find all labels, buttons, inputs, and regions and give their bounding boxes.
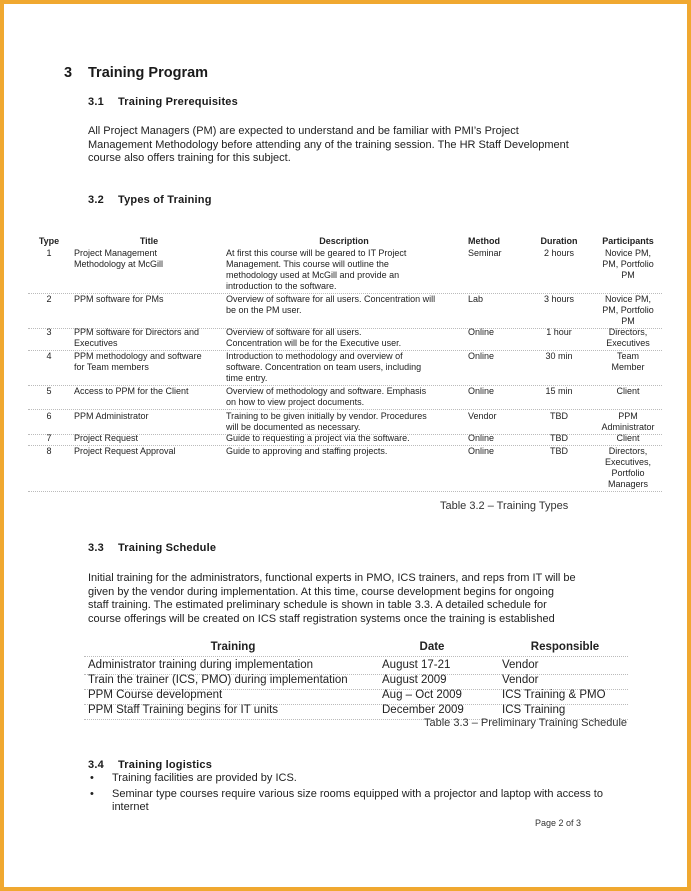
cell-description-line: At first this course will be geared to IT Project (226, 248, 407, 258)
cell-participants-line: Novice PM, (604, 294, 651, 304)
cell-participants (594, 411, 662, 433)
cell-participants-line: PM, Portfolio (602, 305, 654, 315)
cell-description-line: Overview of methodology and software. Emphasis (226, 386, 427, 396)
cell-description-line: Concentration will be for the Executive user. (226, 338, 402, 348)
logistics-heading (88, 759, 212, 771)
cell-description (226, 411, 462, 433)
schedule-cell-responsible: Vendor (502, 674, 539, 686)
types-title: Types of Training (118, 194, 212, 206)
cell-type: 6 (46, 411, 52, 421)
types-heading (88, 194, 212, 206)
table-row (28, 433, 662, 446)
bullet-icon: • (90, 787, 94, 800)
cell-description-line: Training to be given initially by vendor. Procedures (226, 411, 427, 421)
types-caption: Table 3.2 – Training Types (440, 500, 569, 512)
paragraph-line: staff training. The estimated preliminary schedule is shown in table 3.3. A detailed schedule for (88, 599, 547, 611)
table-header-participants: Participants (602, 236, 654, 246)
cell-method: Online (468, 386, 495, 396)
cell-duration: 2 hours (543, 248, 575, 258)
cell-description-line: on how to view project documents. (226, 397, 365, 407)
section-heading (64, 65, 208, 81)
cell-participants (594, 327, 662, 349)
cell-participants-line: Client (616, 433, 640, 443)
schedule-header-date: Date (419, 641, 445, 653)
cell-participants-line: Directors, (608, 446, 648, 456)
page-number: Page 2 of 3 (535, 818, 582, 828)
cell-type: 2 (46, 294, 52, 304)
cell-description-line: introduction to the software. (226, 281, 337, 291)
cell-description-line: Management. This course will outline the (226, 259, 389, 269)
table-row (28, 411, 662, 435)
cell-participants-line: PM (621, 316, 635, 326)
cell-method: Lab (468, 294, 484, 304)
prereq-title: Training Prerequisites (118, 96, 238, 108)
cell-participants-line: PM, Portfolio (602, 259, 654, 269)
cell-description-line: Guide to approving and staffing projects. (226, 446, 388, 456)
cell-participants-line: PM (621, 270, 635, 280)
prereq-number: 3.1 (88, 96, 104, 108)
cell-participants-line: Executives, (604, 457, 652, 467)
prereq-heading (88, 96, 238, 108)
cell-title-line: PPM methodology and software (74, 351, 202, 361)
cell-participants (594, 351, 662, 373)
cell-description-line: Introduction to methodology and overview of (226, 351, 403, 361)
cell-description-line: Overview of software for all users. Concentration will (226, 294, 436, 304)
cell-title-line: Executives (74, 338, 118, 348)
cell-description-line: Overview of software for all users. (226, 327, 362, 337)
schedule-cell-training: PPM Staff Training begins for IT units (88, 704, 279, 716)
table-header-title: Title (139, 236, 159, 246)
cell-description (226, 327, 462, 349)
schedule-cell-date: August 17-21 (382, 659, 451, 671)
cell-title (74, 294, 224, 305)
cell-participants-line: Portfolio (611, 468, 645, 478)
cell-duration: 30 min (545, 351, 573, 361)
cell-description (226, 248, 462, 292)
logistics-title: Training logistics (118, 759, 213, 771)
schedule-row (84, 689, 628, 705)
types-number: 3.2 (88, 194, 104, 206)
cell-duration: TBD (550, 411, 568, 421)
schedule-header-training: Training (210, 641, 256, 653)
bullet-item (88, 772, 612, 786)
cell-type: 3 (46, 327, 52, 337)
cell-title-line: Project Request Approval (74, 446, 176, 456)
cell-participants-line: Directors, (608, 327, 648, 337)
cell-duration: 1 hour (546, 327, 572, 337)
cell-title (74, 327, 224, 349)
bullet-text: Seminar type courses require various size rooms equipped with a projector and laptop with access to internet (112, 787, 603, 813)
cell-method: Online (468, 327, 495, 337)
cell-description-line: software. Concentration on team users, including (226, 362, 422, 372)
cell-description (226, 386, 462, 408)
cell-title-line: Methodology at McGill (74, 259, 164, 269)
cell-duration: TBD (550, 433, 568, 443)
cell-participants (594, 294, 662, 327)
logistics-number: 3.4 (88, 759, 104, 771)
cell-title-line: Project Management (74, 248, 158, 258)
cell-type: 7 (46, 433, 52, 443)
schedule-cell-date: August 2009 (382, 674, 447, 686)
schedule-header-responsible: Responsible (530, 641, 600, 653)
section-title: Training Program (88, 65, 209, 81)
cell-title-line: for Team members (74, 362, 149, 372)
cell-description-line: be on the PM user. (226, 305, 302, 315)
schedule-row (84, 659, 628, 675)
paragraph-line: given by the vendor during implementation. At this time, course development begins for ongoing (88, 585, 554, 598)
table-header-description: Description (319, 236, 369, 246)
section-number: 3 (64, 65, 73, 81)
bullet-icon: • (90, 772, 94, 784)
schedule-number: 3.3 (88, 542, 104, 554)
document-page (4, 4, 687, 887)
paragraph-line: course also offers training for this subject. (88, 152, 291, 164)
table-row (28, 351, 662, 386)
schedule-cell-training: Train the trainer (ICS, PMO) during implementation (88, 674, 348, 686)
schedule-header-row (84, 641, 628, 657)
cell-type: 1 (46, 248, 52, 258)
cell-title (74, 386, 224, 397)
table-header-type: Type (38, 236, 60, 246)
logistics-bullet-list (88, 772, 612, 817)
cell-title (74, 248, 224, 270)
cell-method: Online (468, 446, 495, 456)
cell-description (226, 446, 462, 457)
cell-participants-line: Member (611, 362, 645, 372)
schedule-cell-responsible: ICS Training & PMO (502, 689, 606, 701)
cell-participants-line: PPM (618, 411, 638, 421)
table-row (28, 248, 662, 294)
cell-duration: TBD (550, 446, 568, 456)
cell-title (74, 433, 224, 444)
schedule-cell-date: Aug – Oct 2009 (382, 689, 462, 701)
table-row (28, 327, 662, 351)
cell-title (74, 411, 224, 422)
prereq-paragraph (88, 125, 569, 166)
cell-duration: 15 min (545, 386, 573, 396)
cell-title (74, 351, 224, 373)
table-header-method: Method (468, 236, 500, 246)
schedule-caption: Table 3.3 – Preliminary Training Schedule (424, 717, 628, 729)
table-row (28, 386, 662, 410)
cell-type: 4 (46, 351, 52, 361)
schedule-cell-responsible: Vendor (502, 659, 539, 671)
schedule-cell-training: PPM Course development (88, 689, 223, 701)
cell-participants (594, 446, 662, 490)
cell-description-line: Guide to requesting a project via the software. (226, 433, 410, 443)
cell-title-line: PPM software for Directors and (74, 327, 200, 337)
cell-participants (594, 433, 662, 444)
schedule-title: Training Schedule (118, 542, 217, 554)
cell-title-line: Project Request (74, 433, 139, 443)
schedule-cell-date: December 2009 (382, 704, 464, 716)
paragraph-line: Management Methodology before attending any of the training session. The HR Staff Development (88, 138, 569, 151)
paragraph-line: course offerings will be created on ICS staff registration systems once the training is established (88, 612, 555, 625)
paragraph-line: All Project Managers (PM) are expected to understand and be familiar with PMI’s Project (88, 125, 519, 137)
cell-description-line: will be documented as necessary. (226, 422, 361, 432)
cell-participants-line: Administrator (601, 422, 655, 432)
cell-method: Online (468, 351, 495, 361)
cell-participants-line: Client (616, 386, 640, 396)
cell-type: 8 (46, 446, 52, 456)
cell-type: 5 (46, 386, 52, 396)
cell-participants-line: Novice PM, (604, 248, 651, 258)
cell-method: Online (468, 433, 495, 443)
schedule-cell-responsible: ICS Training (502, 704, 566, 716)
cell-method: Vendor (468, 411, 497, 421)
schedule-paragraph (88, 572, 576, 626)
bullet-item (88, 788, 612, 815)
table-header-duration: Duration (540, 236, 578, 246)
cell-title-line: PPM software for PMs (74, 294, 164, 304)
cell-method: Seminar (468, 248, 502, 258)
cell-description (226, 433, 462, 444)
schedule-cell-training: Administrator training during implementation (88, 659, 313, 671)
cell-description (226, 351, 462, 384)
paragraph-line: Initial training for the administrators, functional experts in PMO, ICS trainers, and reps from IT will be (88, 572, 576, 584)
schedule-heading (88, 542, 216, 554)
cell-participants (594, 386, 662, 397)
cell-participants-line: Team (616, 351, 639, 361)
cell-description-line: time entry. (226, 373, 268, 383)
bullet-text: Training facilities are provided by ICS. (112, 772, 297, 784)
cell-title-line: Access to PPM for the Client (74, 386, 189, 396)
cell-title-line: PPM Administrator (74, 411, 149, 421)
table-row (28, 446, 662, 492)
schedule-row (84, 674, 628, 690)
cell-duration: 3 hours (543, 294, 575, 304)
cell-description-line: methodology used at McGill and provide an (226, 270, 400, 280)
cell-participants (594, 248, 662, 281)
cell-participants-line: Executives (606, 338, 650, 348)
cell-title (74, 446, 224, 457)
cell-description (226, 294, 462, 316)
table-row (28, 294, 662, 329)
cell-participants-line: Managers (607, 479, 649, 489)
